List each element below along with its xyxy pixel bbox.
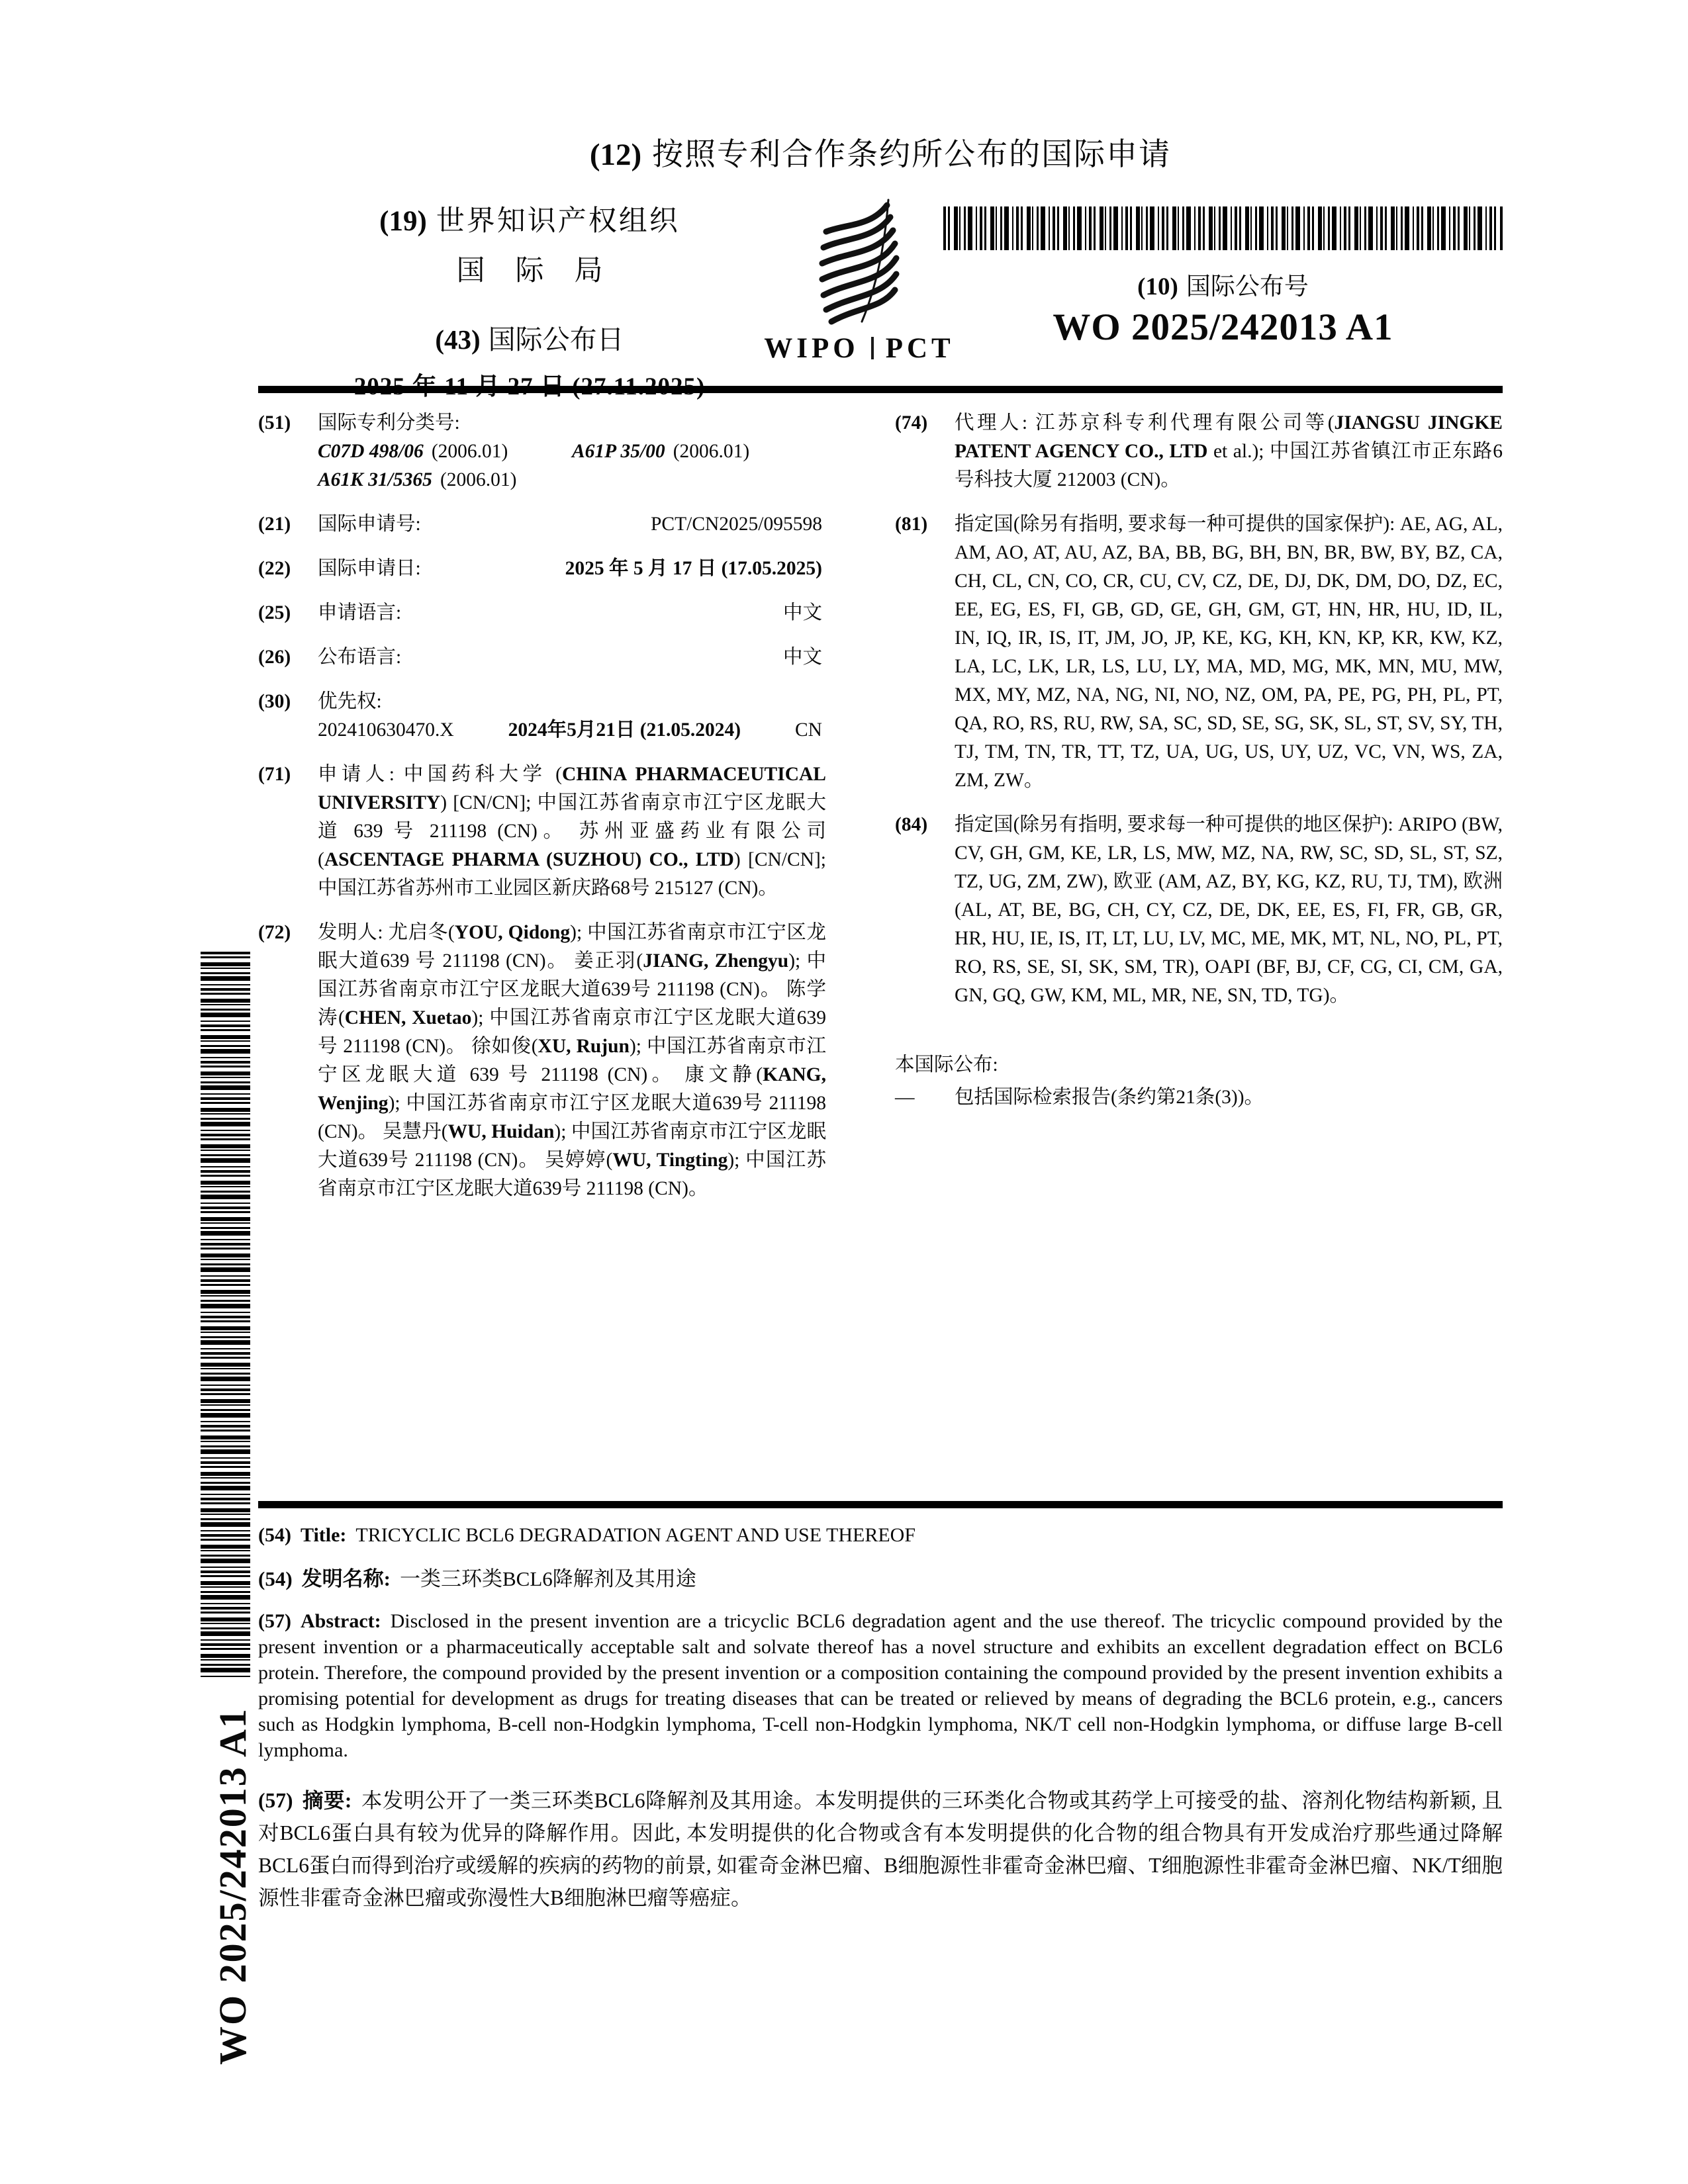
wipo-logo-block [760, 193, 959, 365]
publication-date-value [301, 366, 758, 402]
designated-regions-text: 指定国(除另有指明, 要求每一种可提供的地区保护): ARIPO (BW, CV, GH, GM, KE, LR, LS, MW, MZ, NA, RW, SC, SD, SL, ST, SZ, TZ, UG, ZM, ZW), 欧亚 (AM, AZ, BY, KG, KZ, RU, TJ, TM), 欧洲 (AL, AT, BE, BG, CH, CY, CZ, DE, DK, EE, ES, FI, FR, GB, GR, HR, HU, IE, IS, IT, LT, LU, LV, MC, ME, MK, MT, NL, NO, PL, PT, RO, RS, SE, SI, SK, SM, TR), OAPI (BF, BJ, CF, CG, CI, CM, GA, GN, GQ, GW, KM, ML, MR, NE, SN, TD, TG)。 [955, 814, 1503, 1006]
note-dash: — [895, 1087, 915, 1108]
field-ipc-classification [258, 409, 826, 494]
note-text: 包括国际检索报告(条约第21条(3))。 [955, 1087, 1264, 1108]
wipo-pct-wordmark [760, 332, 959, 365]
publication-number-label-line [943, 266, 1503, 302]
field-number-71: (71) [258, 764, 291, 785]
left-barcode [201, 952, 250, 1678]
abstract-english-label: Abstract: [300, 1610, 381, 1632]
field-number-22: (22) [258, 558, 291, 579]
priority-application-number: 202410630470.X [318, 719, 454, 741]
field-number-26: (26) [258, 647, 291, 668]
field-number-81: (81) [895, 514, 928, 535]
publication-number-label: 国际公布号 [1186, 273, 1309, 300]
title-chinese-text: 一类三环类BCL6降解剂及其用途 [399, 1567, 696, 1590]
wordmark-divider [871, 337, 874, 359]
filing-date-value: 2025 年 5 月 17 日 (17.05.2025) [565, 558, 822, 579]
ipc-version: (2006.01) [431, 441, 508, 462]
wipo-wordmark-text: WIPO [764, 333, 859, 364]
abstract-chinese-text: 本发明公开了一类三环类BCL6降解剂及其用途。本发明提供的三环类化合物或其药学上可接受的盐、溶剂化物结构新颖, 且对BCL6蛋白具有较为优异的降解作用。因此, 本发明提供的化合物或含有本发明提供的化合物的组合物具有开发成治疗那些通过降解BCL6蛋白而得到治疗或缓解的疾病的药物的前景, 如霍奇金淋巴瘤、B细胞源性非霍奇金淋巴瘤、T细胞源性非霍奇金淋巴瘤、NK/T细胞源性非霍奇金淋巴瘤或弥漫性大B细胞淋巴瘤等癌症。 [258, 1789, 1503, 1909]
agent-text: 代理人: 江苏京科专利代理有限公司等(JIANGSU JINGKE PATENT AGENCY CO., LTD et al.); 中国江苏省镇江市正东路6号科技大厦 212003 (CN)。 [955, 412, 1503, 490]
title-english-line [258, 1522, 1503, 1548]
filing-language-value: 中文 [782, 602, 822, 623]
field-number-57-cn: (57) [258, 1789, 293, 1812]
vertical-publication-number: WO 2025/242013 A1 [211, 1707, 254, 2065]
field-inventors [258, 919, 826, 1203]
publication-language-value: 中文 [782, 647, 822, 668]
title-chinese-label: 发明名称: [301, 1567, 391, 1590]
field-number-72: (72) [258, 922, 291, 943]
title-english-label: Title: [300, 1524, 347, 1546]
ipc-row [318, 466, 826, 494]
publication-language-label: 公布语言: [318, 647, 402, 668]
field-number-21: (21) [258, 514, 291, 535]
ipc-version: (2006.01) [440, 469, 517, 490]
ipc-code: C07D 498/06 [318, 441, 424, 462]
abstract-chinese-label: 摘要: [302, 1789, 352, 1812]
ipc-code: A61P 35/00 [572, 441, 665, 462]
designated-states-text: 指定国(除另有指明, 要求每一种可提供的国家保护): AE, AG, AL, AM, AO, AT, AU, AZ, BA, BB, BG, BH, BN, BR, BW, BY, BZ, CA, CH, CL, CN, CO, CR, CU, CV, CZ, DE, DJ, DK, DM, DO, DZ, EC, EE, EG, ES, FI, GB, GD, GE, GH, GM, GT, HN, HR, HU, ID, IL, IN, IQ, IR, IS, IT, JM, JO, JP, KE, KG, KH, KN, KP, KR, KW, KZ, LA, LC, LK, LR, LS, LU, LY, MA, MD, MG, MK, MN, MU, MW, MX, MY, MZ, NA, NG, NI, NO, NZ, OM, PA, PE, PG, PH, PL, PT, QA, RO, RS, RU, RW, SA, SC, SD, SE, SG, SK, SL, ST, SV, SY, TH, TJ, TM, TN, TR, TT, TZ, UA, UG, US, UY, UZ, VC, VN, WS, ZA, ZM, ZW。 [955, 514, 1503, 791]
field-application-number [258, 510, 826, 539]
field-number-54: (54) [258, 1524, 291, 1546]
ipc-code: A61K 31/5365 [318, 469, 432, 490]
bibliography-left-column [258, 409, 826, 1219]
field-designated-states [895, 510, 1503, 795]
field-number-43: (43) [435, 324, 481, 355]
abstract-english-paragraph [258, 1608, 1503, 1763]
field-number-84: (84) [895, 814, 928, 835]
header-divider-rule [258, 386, 1503, 393]
pct-wordmark-text: PCT [885, 333, 955, 364]
ipc-row [318, 437, 826, 466]
title-chinese-line [258, 1566, 1503, 1592]
body-divider-rule [258, 1501, 1503, 1508]
field-priority [258, 688, 826, 745]
field-applicants [258, 760, 826, 903]
international-bureau-label: 国际局 [456, 255, 633, 287]
issuing-office-block [301, 199, 758, 402]
field-number-12: (12) [589, 138, 642, 172]
field-filing-language [258, 599, 826, 627]
field-agent [895, 409, 1503, 494]
applicants-text: 申请人: 中国药科大学 (CHINA PHARMACEUTICAL UNIVERSITY) [CN/CN]; 中国江苏省南京市江宁区龙眠大道 639 号 211198 (CN)。 苏州亚盛药业有限公司 (ASCENTAGE PHARMA (SUZHOU) CO., LTD) [CN/CN]; 中国江苏省苏州市工业园区新庆路68号 215127 (CN)。 [318, 764, 826, 899]
abstract-chinese-paragraph [258, 1784, 1503, 1914]
document-type-heading [258, 130, 1503, 174]
field-number-74: (74) [895, 412, 928, 433]
field-filing-date [258, 555, 826, 583]
field-number-19: (19) [379, 206, 427, 237]
field-number-57: (57) [258, 1610, 291, 1632]
field-number-10: (10) [1137, 273, 1178, 300]
ipc-version: (2006.01) [673, 441, 750, 462]
field-publication-language [258, 643, 826, 672]
bibliography-right-column [895, 409, 1503, 1112]
field-designated-regions [895, 811, 1503, 1010]
priority-label: 优先权: [318, 691, 382, 712]
field-number-30: (30) [258, 691, 291, 712]
publication-number-value: WO 2025/242013 A1 [1053, 306, 1393, 348]
publication-note-label: 本国际公布: [895, 1054, 998, 1075]
filing-language-label: 申请语言: [318, 602, 402, 623]
field-number-54-cn: (54) [258, 1567, 293, 1590]
field-number-25: (25) [258, 602, 291, 623]
issuing-organization-name: 世界知识产权组织 [436, 206, 680, 237]
application-number-label: 国际申请号: [318, 514, 421, 535]
priority-entry [318, 716, 826, 745]
publication-date-label: 国际公布日 [488, 324, 624, 355]
priority-date: 2024年5月21日 (21.05.2024) [508, 719, 741, 741]
priority-country: CN [795, 719, 822, 741]
document-type-text: 按照专利合作条约所公布的国际申请 [652, 138, 1172, 172]
issuing-organization-line [301, 199, 758, 239]
application-number-value: PCT/CN2025/095598 [651, 514, 822, 535]
inventors-text: 发明人: 尤启冬(YOU, Qidong); 中国江苏省南京市江宁区龙眠大道639 号 211198 (CN)。 姜正羽(JIANG, Zhengyu); 中国江苏省南京市江宁区龙眠大道639号 211198 (CN)。 陈学涛(CHEN, Xuetao); 中国江苏省南京市江宁区龙眠大道639号 211198 (CN)。 徐如俊(XU, Rujun); 中国江苏省南京市江宁区龙眠大道 639 号 211198 (CN)。 康文静(KANG, Wenjing); 中国江苏省南京市江宁区龙眠大道639号 211198 (CN)。 吴慧丹(WU, Huidan); 中国江苏省南京市江宁区龙眠大道639号 211198 (CN)。 吴婷婷(WU, Tingting); 中国江苏省南京市江宁区龙眠大道639号 211198 (CN)。 [318, 922, 827, 1199]
publication-number-block [943, 206, 1503, 349]
wipo-spiral-logo-icon [760, 193, 959, 326]
publication-note-item [895, 1083, 1503, 1112]
publication-date-label-line [301, 318, 758, 357]
abstract-english-text: Disclosed in the present invention are a tricyclic BCL6 degradation agent and the use thereof. The tricyclic compound provided by the present invention or a pharmaceutically acceptable salt and solvate thereof has a novel structure and exhibits an excellent degradation effect on BCL6 protein. Therefore, the compound provided by the present invention or a composition containing the compound provided by the present invention exhibits a promising potential for development as drugs for treating diseases that can be treated or relieved by means of degrading the BCL6 protein, e.g., cancers such as Hodgkin lymphoma, B-cell non-Hodgkin lymphoma, T-cell non-Hodgkin lymphoma, NK/T cell non-Hodgkin lymphoma, or diffuse large B-cell lymphoma. [258, 1610, 1503, 1761]
title-english-text: TRICYCLIC BCL6 DEGRADATION AGENT AND USE THEREOF [355, 1524, 916, 1546]
filing-date-label: 国际申请日: [318, 558, 421, 579]
field-number-51: (51) [258, 412, 291, 433]
ipc-label: 国际专利分类号: [318, 412, 460, 433]
top-barcode [943, 206, 1503, 250]
